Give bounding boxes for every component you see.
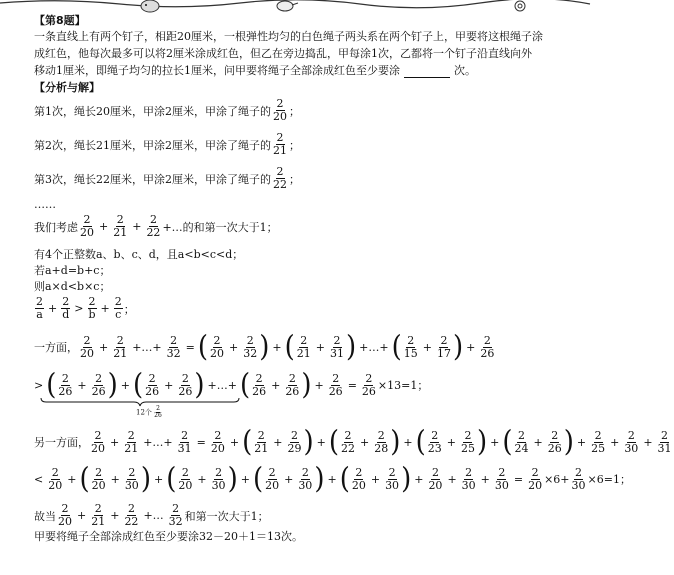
- lemma-frac-b: $\frac{2}{b}$: [88, 295, 96, 321]
- lemma-line-2: 若a+d=b+c；: [34, 264, 111, 277]
- gt-g1-a: $\frac{2}{26}$: [58, 371, 73, 398]
- lt-r2-mult: ×6=1；: [587, 473, 631, 486]
- decorative-header-border: [0, 0, 590, 14]
- less-than-line: < $\frac{2}{20}$ + ( $\frac{2}{20}$ + $\frac{2}{30}$ ) + ( $\frac{2}{20}$ + $\frac{2}{30}$ ) + ( $\frac{2}{20}$ + $\frac{2}{30}$ ) + ( $\frac{2}{20}$ + $\frac{2}{30}$ ) + $\frac{2}{20}$ + $\frac{2}{30}$ + $\frac{2}{30}$ = $\frac{2}{20}$ ×6+ $\frac{2}{30}$ ×6=1；: [34, 462, 631, 496]
- lemma-frac-a: $\frac{2}{a}$: [36, 295, 43, 321]
- other-g3-a: $\frac{2}{23}$: [427, 428, 442, 455]
- step-1-fraction: $\frac{2}{20}$: [273, 97, 287, 123]
- one-side-lhs-3: $\frac{2}{32}$: [166, 333, 181, 360]
- consider-prefix: 我们考虑: [34, 220, 78, 234]
- answer-blank: [404, 66, 450, 78]
- one-side-line: 一方面， $\frac{2}{20}$ + $\frac{2}{21}$ +…+ $\frac{2}{32}$ = ( $\frac{2}{20}$ + $\frac{2}{32}$ ) + ( $\frac{2}{21}$ + $\frac{2}{31}$ ) +…+ ( $\frac{2}{15}$ + $\frac{2}{17}$ ) + $\frac{2}{26}$: [34, 330, 495, 364]
- one-side-g3-a: $\frac{2}{15}$: [403, 333, 418, 360]
- consider-frac-2: $\frac{2}{21}$: [113, 213, 128, 239]
- lt-g2-b: $\frac{2}{30}$: [211, 465, 226, 492]
- therefore-frac-1: $\frac{2}{20}$: [58, 502, 72, 528]
- gt-g1-b: $\frac{2}{26}$: [91, 371, 106, 398]
- one-side-g1-a: $\frac{2}{20}$: [210, 333, 225, 360]
- gt-g2-b: $\frac{2}{26}$: [178, 371, 193, 398]
- analysis-tag: 【分析与解】: [34, 81, 100, 94]
- lt-g1-a: $\frac{2}{20}$: [91, 465, 106, 492]
- other-first: $\frac{2}{20}$: [210, 428, 225, 455]
- lemma-frac-c: $\frac{2}{c}$: [114, 295, 122, 321]
- problem-line-2: 成红色，他每次最多可以将2厘米涂成红色，但乙在旁边捣乱，甲每涂1次，乙都将一个钉子沿直线向外: [34, 47, 532, 60]
- consider-suffix: +…的和第一次大于1；: [162, 220, 278, 234]
- lt-g2-a: $\frac{2}{20}$: [178, 465, 193, 492]
- lt-g4-a: $\frac{2}{20}$: [351, 465, 366, 492]
- cartoon-snail-icon: [515, 1, 525, 11]
- other-lhs-3: $\frac{2}{31}$: [177, 428, 192, 455]
- other-tail-3: $\frac{2}{31}$: [657, 428, 672, 455]
- therefore-frac-3: $\frac{2}{22}$: [124, 502, 139, 528]
- one-side-g3-b: $\frac{2}{17}$: [436, 333, 451, 360]
- consider-frac-3: $\frac{2}{22}$: [146, 213, 161, 239]
- gt-g3-a: $\frac{2}{26}$: [252, 371, 267, 398]
- gt-g3-b: $\frac{2}{26}$: [285, 371, 300, 398]
- one-side-lhs-2: $\frac{2}{21}$: [113, 333, 128, 360]
- lt-g3-a: $\frac{2}{20}$: [265, 465, 280, 492]
- ellipsis-line: ……: [34, 198, 56, 211]
- one-side-tail: $\frac{2}{26}$: [480, 333, 495, 360]
- consider-line: 我们考虑 $\frac{2}{20}$ + $\frac{2}{21}$ + $\frac{2}{22}$ +…的和第一次大于1；: [34, 213, 278, 239]
- other-g2-b: $\frac{2}{28}$: [374, 428, 389, 455]
- one-side-lhs-1: $\frac{2}{20}$: [80, 333, 94, 360]
- lt-r1: $\frac{2}{20}$: [528, 465, 543, 492]
- one-side-label: 一方面，: [34, 341, 78, 354]
- lemma-end: ；: [123, 302, 135, 316]
- other-lhs-1: $\frac{2}{20}$: [91, 428, 105, 455]
- step-1-line: [34, 98, 300, 123]
- lt-g1-b: $\frac{2}{30}$: [124, 465, 139, 492]
- greater-than-line: > ( $\frac{2}{26}$ + $\frac{2}{26}$ ) + ( $\frac{2}{26}$ + $\frac{2}{26}$ ) +…+ ( $\frac{2}{26}$ + $\frac{2}{26}$ ) + $\frac{2}{26}$ = $\frac{2}{26}$ ×13=1；: [34, 368, 429, 402]
- step-2-text: 第2次，绳长21厘米，甲涂2厘米，甲涂了绳子的: [34, 138, 271, 152]
- step-3-fraction: $\frac{2}{22}$: [273, 165, 287, 191]
- step-3-text: 第3次，绳长22厘米，甲涂2厘米，甲涂了绳子的: [34, 172, 271, 186]
- lt-g4-b: $\frac{2}{30}$: [385, 465, 400, 492]
- problem-line-3-end: 次。: [454, 64, 476, 77]
- other-g3-b: $\frac{2}{25}$: [460, 428, 475, 455]
- other-g4-a: $\frac{2}{24}$: [514, 428, 529, 455]
- underbrace-label: 12个 $\frac{2}{26}$: [136, 405, 162, 419]
- lemma-line-3: 则a×d<b×c；: [34, 280, 111, 293]
- other-tail-1: $\frac{2}{25}$: [591, 428, 606, 455]
- lt-r2: $\frac{2}{30}$: [571, 465, 586, 492]
- gt-result-text: ×13=1；: [377, 379, 429, 392]
- one-side-g2-a: $\frac{2}{21}$: [296, 333, 311, 360]
- step-2-fraction: $\frac{2}{21}$: [273, 131, 287, 157]
- other-g4-b: $\frac{2}{26}$: [547, 428, 562, 455]
- therefore-frac-4: $\frac{2}{32}$: [168, 502, 183, 528]
- gt-result-frac: $\frac{2}{26}$: [361, 371, 376, 398]
- step-1-end: ；: [289, 104, 300, 118]
- other-g2-a: $\frac{2}{22}$: [341, 428, 355, 455]
- step-1-text: 第1次，绳长20厘米，甲涂2厘米，甲涂了绳子的: [34, 104, 271, 118]
- gt-g2-a: $\frac{2}{26}$: [145, 371, 160, 398]
- other-tail-2: $\frac{2}{30}$: [624, 428, 639, 455]
- cartoon-bird-icon: [277, 1, 298, 11]
- step-2-line: [34, 132, 300, 157]
- lt-g3-b: $\frac{2}{30}$: [298, 465, 313, 492]
- therefore-prefix: 故当: [34, 509, 56, 523]
- lt-tail-3: $\frac{2}{30}$: [494, 465, 509, 492]
- lt-r1-mult: ×6+: [544, 472, 570, 486]
- consider-frac-1: $\frac{2}{20}$: [80, 213, 94, 239]
- step-2-end: ；: [289, 138, 300, 152]
- other-side-label: 另一方面，: [34, 436, 89, 449]
- lemma-line-1: 有4个正整数a、b、c、d，且a<b<c<d；: [34, 248, 244, 261]
- therefore-line: 故当 $\frac{2}{20}$ + $\frac{2}{21}$ + $\frac{2}{22}$ +… $\frac{2}{32}$ 和第一次大于1；: [34, 502, 269, 528]
- lemma-line-4: $\frac{2}{a}$ + $\frac{2}{d}$ > $\frac{2}{b}$ + $\frac{2}{c}$ ；: [36, 295, 135, 321]
- problem-line-3-text: 移动1厘米，即绳子均匀的拉长1厘米，问甲要将绳子全部涂成红色至少要涂: [34, 64, 400, 77]
- gt-tail: $\frac{2}{26}$: [328, 371, 343, 398]
- conclusion-line: 甲要将绳子全部涂成红色至少要涂32－20＋1＝13次。: [34, 530, 303, 543]
- lt-tail-1: $\frac{2}{20}$: [428, 465, 443, 492]
- one-side-g2-b: $\frac{2}{31}$: [330, 333, 344, 360]
- cartoon-animal-icon: [141, 0, 159, 12]
- other-side-line: 另一方面， $\frac{2}{20}$ + $\frac{2}{21}$ +…+ $\frac{2}{31}$ = $\frac{2}{20}$ + ( $\frac{2}{21}$ + $\frac{2}{29}$ ) + ( $\frac{2}{22}$ + $\frac{2}{28}$ ) + ( $\frac{2}{23}$ + $\frac{2}{25}$ ) + ( $\frac{2}{24}$ + $\frac{2}{26}$ ) + $\frac{2}{25}$ + $\frac{2}{30}$ + $\frac{2}{31}$: [34, 425, 672, 459]
- step-3-line: [34, 166, 300, 191]
- lt-first: $\frac{2}{20}$: [48, 465, 63, 492]
- one-side-g1-b: $\frac{2}{32}$: [243, 333, 258, 360]
- step-3-end: ；: [289, 172, 300, 186]
- question-number-tag: 【第8题】: [34, 14, 86, 27]
- lemma-frac-d: $\frac{2}{d}$: [62, 295, 70, 321]
- problem-line-3: [34, 64, 476, 78]
- therefore-suffix: 和第一次大于1；: [184, 509, 269, 523]
- other-g1-a: $\frac{2}{21}$: [254, 428, 269, 455]
- therefore-frac-2: $\frac{2}{21}$: [91, 502, 106, 528]
- other-lhs-2: $\frac{2}{21}$: [124, 428, 139, 455]
- other-g1-b: $\frac{2}{29}$: [287, 428, 302, 455]
- problem-line-1: 一条直线上有两个钉子，相距20厘米，一根弹性均匀的白色绳子两头系在两个钉子上，甲要将这根绳子涂: [34, 30, 543, 43]
- lt-tail-2: $\frac{2}{30}$: [461, 465, 476, 492]
